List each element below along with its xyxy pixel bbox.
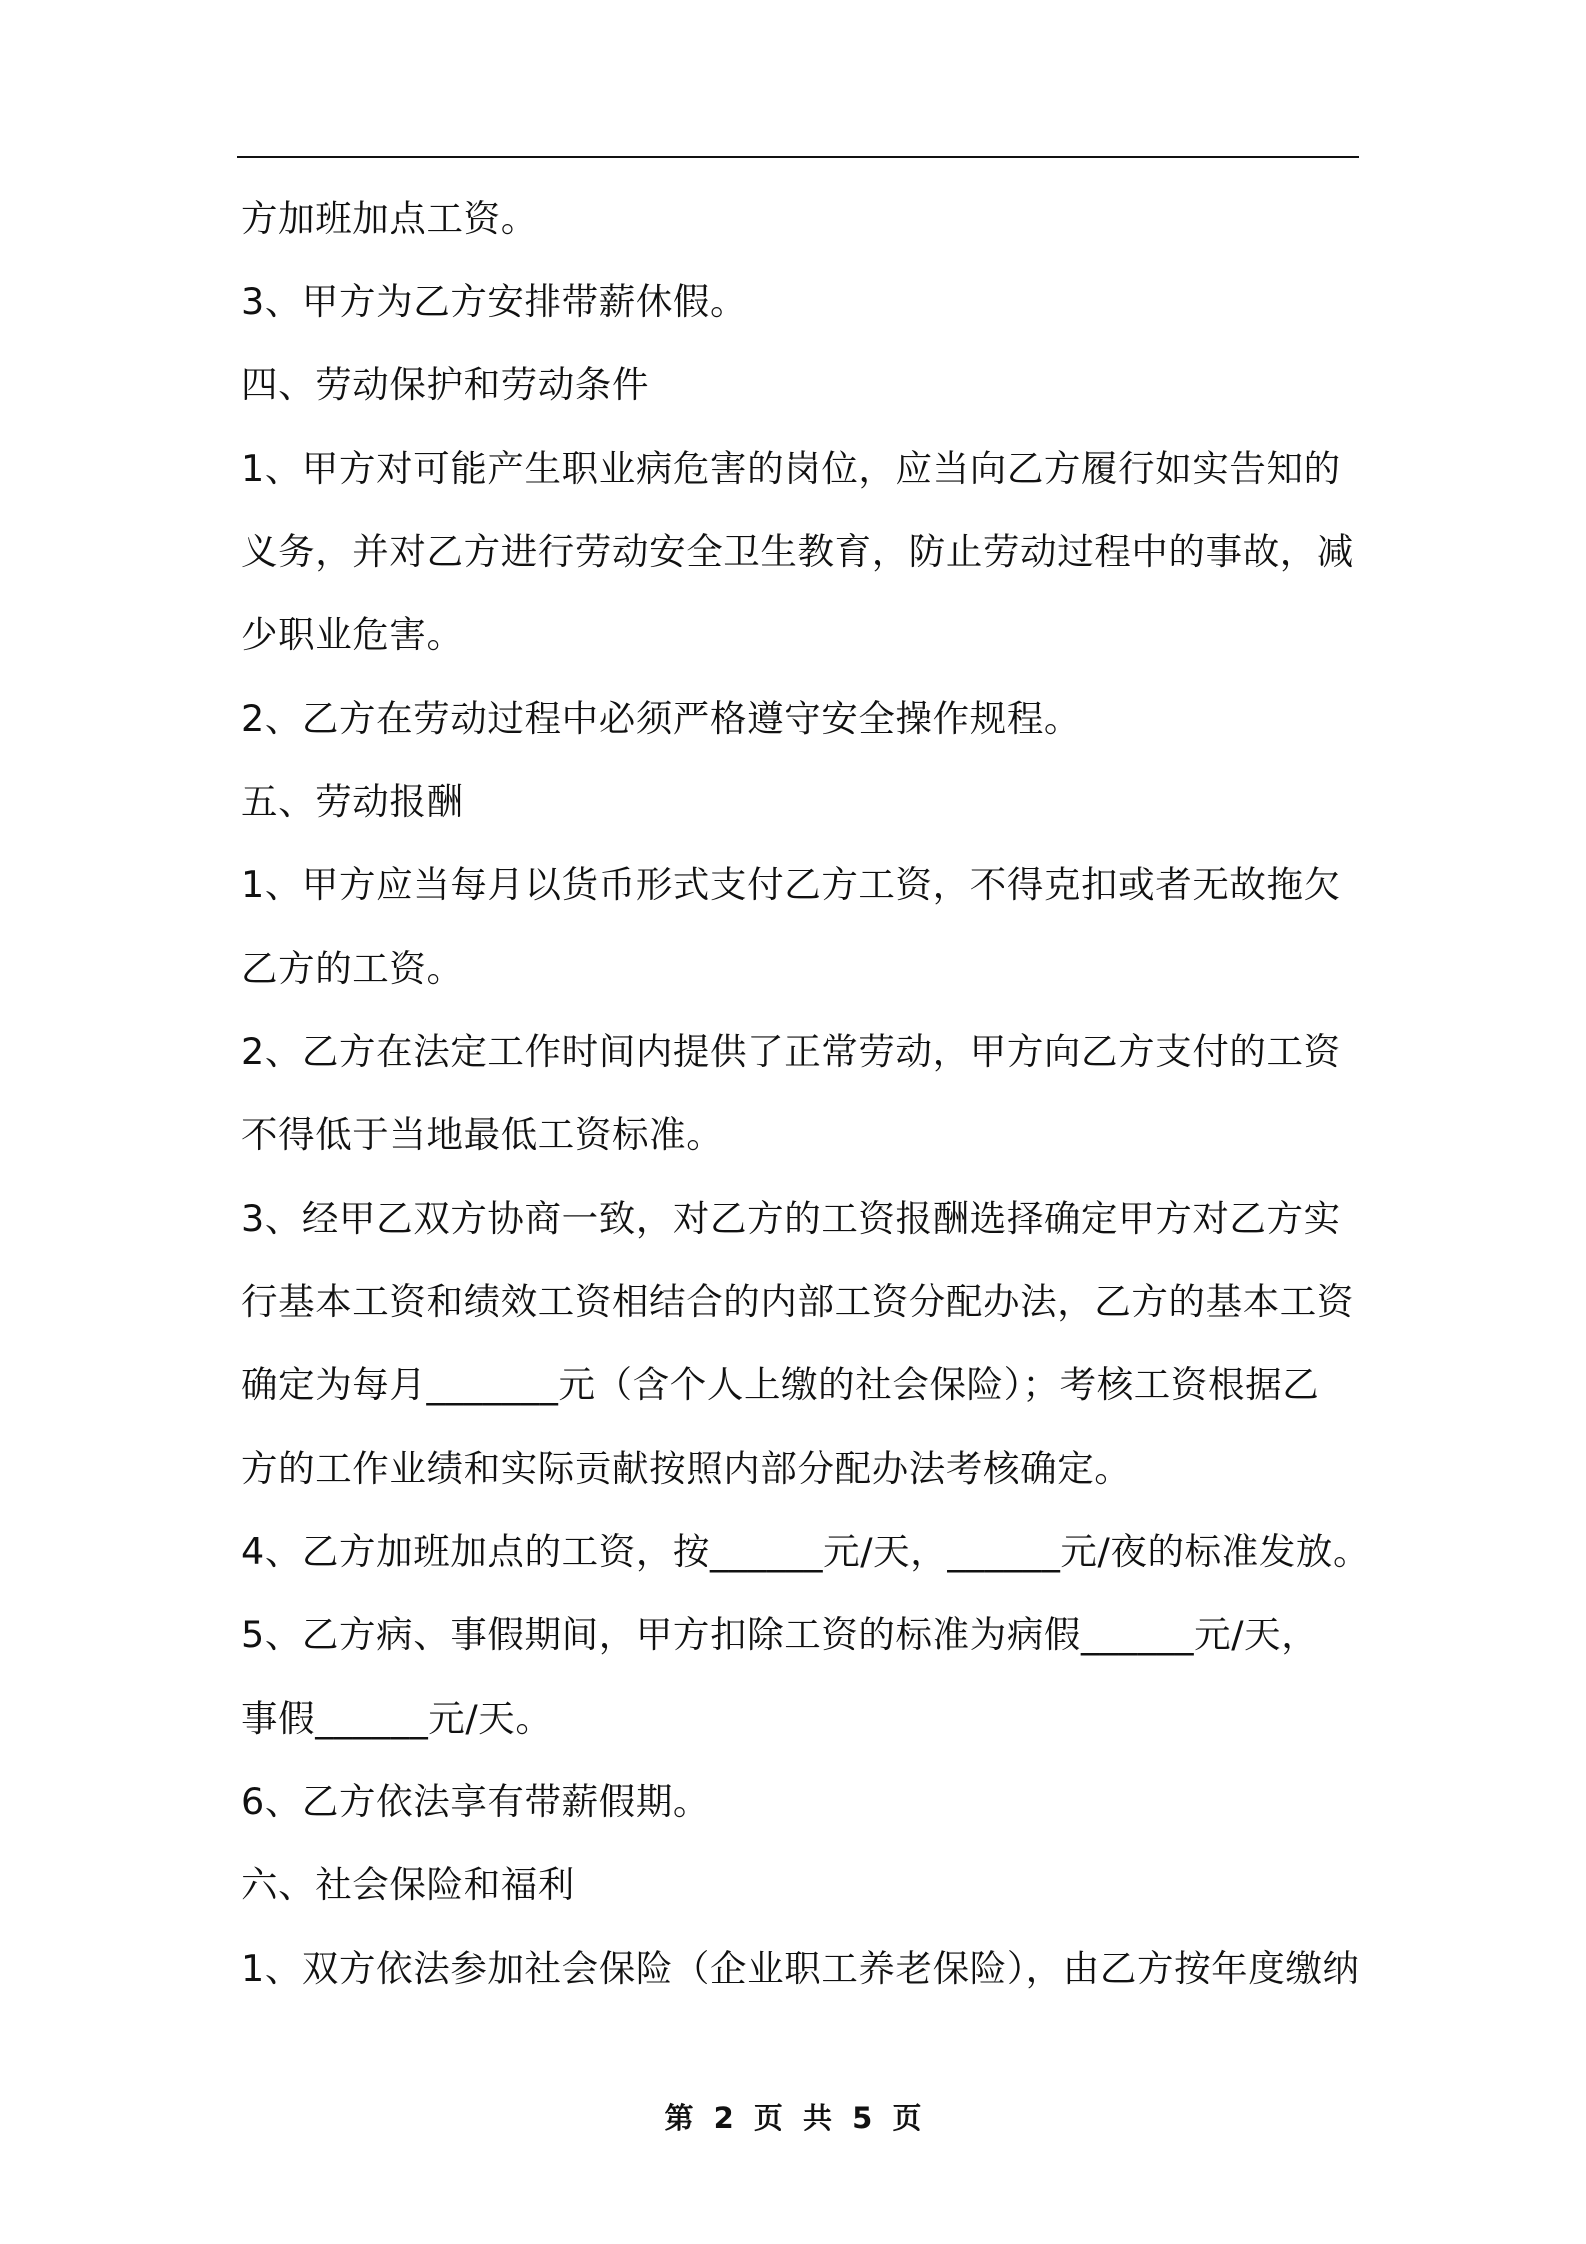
text-line: 义务，并对乙方进行劳动安全卫生教育，防止劳动过程中的事故，减 bbox=[241, 530, 1354, 573]
text-line: 行基本工资和绩效工资相结合的内部工资分配办法，乙方的基本工资 bbox=[241, 1280, 1354, 1323]
text-line: 5、乙方病、事假期间，甲方扣除工资的标准为病假______元/天， bbox=[241, 1613, 1319, 1656]
text-line: 1、双方依法参加社会保险（企业职工养老保险），由乙方按年度缴纳 bbox=[241, 1947, 1360, 1990]
text-line: 6、乙方依法享有带薪假期。 bbox=[241, 1780, 711, 1823]
text-line: 少职业危害。 bbox=[241, 613, 464, 656]
page-prefix: 第 bbox=[664, 2101, 694, 2135]
text-line: 1、甲方对可能产生职业病危害的岗位，应当向乙方履行如实告知的 bbox=[241, 447, 1341, 490]
text-line: 乙方的工资。 bbox=[241, 947, 464, 990]
text-line: 3、甲方为乙方安排带薪休假。 bbox=[241, 280, 748, 323]
text-line: 确定为每月_______元（含个人上缴的社会保险）；考核工资根据乙 bbox=[241, 1363, 1320, 1406]
text-line: 事假______元/天。 bbox=[241, 1697, 553, 1740]
page-footer bbox=[0, 2098, 1586, 2138]
header-rule bbox=[237, 156, 1359, 158]
page-label: 页 bbox=[753, 2101, 783, 2135]
section-heading: 五、劳动报酬 bbox=[241, 780, 464, 823]
text-line: 2、乙方在法定工作时间内提供了正常劳动，甲方向乙方支付的工资 bbox=[241, 1030, 1341, 1073]
page-current-number: 2 bbox=[713, 2101, 734, 2135]
text-line: 方加班加点工资。 bbox=[241, 197, 538, 240]
text-line: 1、甲方应当每月以货币形式支付乙方工资，不得克扣或者无故拖欠 bbox=[241, 863, 1341, 906]
page-total-number: 5 bbox=[852, 2101, 873, 2135]
text-line: 方的工作业绩和实际贡献按照内部分配办法考核确定。 bbox=[241, 1447, 1132, 1490]
text-line: 2、乙方在劳动过程中必须严格遵守安全操作规程。 bbox=[241, 697, 1082, 740]
total-prefix: 共 bbox=[803, 2101, 833, 2135]
text-line: 3、经甲乙双方协商一致，对乙方的工资报酬选择确定甲方对乙方实 bbox=[241, 1197, 1341, 1240]
text-line: 4、乙方加班加点的工资，按______元/天，______元/夜的标准发放。 bbox=[241, 1530, 1371, 1573]
text-line: 不得低于当地最低工资标准。 bbox=[241, 1113, 724, 1156]
total-suffix: 页 bbox=[892, 2101, 922, 2135]
section-heading: 四、劳动保护和劳动条件 bbox=[241, 363, 650, 406]
section-heading: 六、社会保险和福利 bbox=[241, 1863, 575, 1906]
